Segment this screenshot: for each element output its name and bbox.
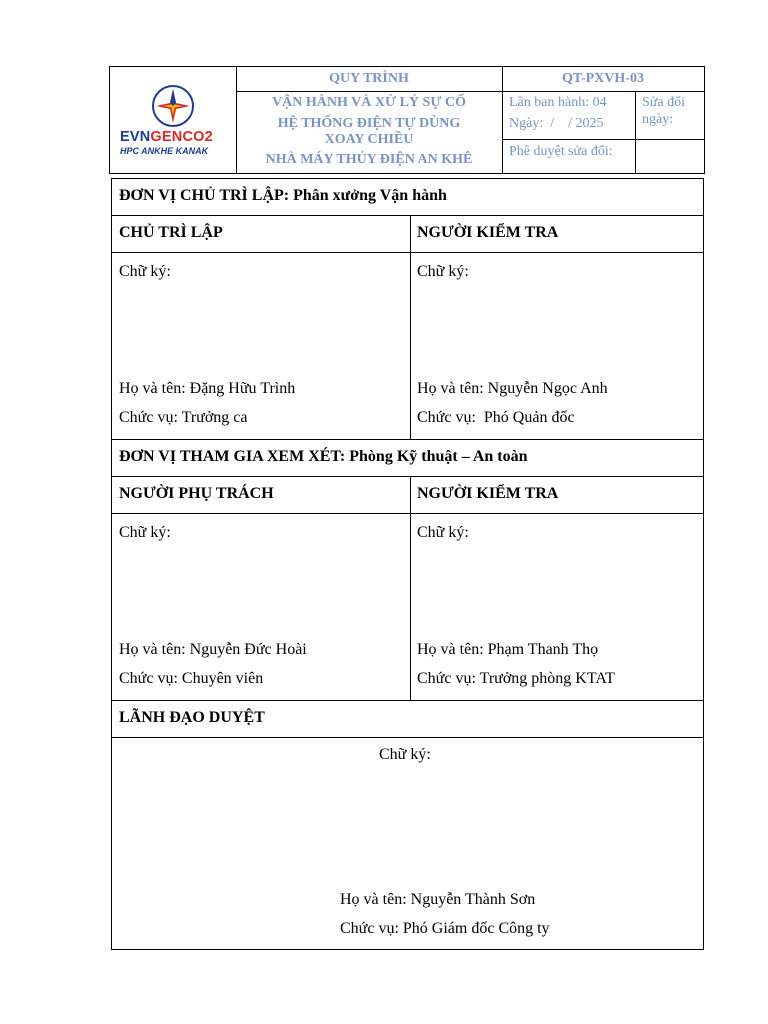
approval-label: LÃNH ĐẠO DUYỆT [119,709,265,726]
lead-right-header: NGƯỜI KIỂM TRA [417,224,559,241]
approval-sign: Chữ ký: [379,746,431,763]
header-info-cell [502,67,704,173]
title-line-4: NHÀ MÁY THỦY ĐIỆN AN KHÊ [265,152,473,167]
logo-subtitle: HPC ANKHE KANAK [120,146,209,156]
review-right-position: Chức vụ: Trưởng phòng KTAT [417,670,615,687]
logo-brand: EVNGENCO2 [120,129,213,145]
approval-signature-area [112,738,703,949]
review-right-header: NGƯỜI KIỂM TRA [417,485,559,502]
review-left-position: Chức vụ: Chuyên viên [119,670,264,687]
title-line-3: XOAY CHIỀU [324,132,414,147]
lead-right-name: Họ và tên: Nguyễn Ngọc Anh [417,380,608,397]
doc-type: QUY TRÌNH [329,71,409,86]
lead-left-position: Chức vụ: Trưởng ca [119,409,248,426]
review-right-sign: Chữ ký: [417,524,469,541]
amend-label-2: ngày: [642,112,674,127]
issue-number: Lần ban hành: 04 [509,95,607,110]
approval-name: Họ và tên: Nguyễn Thành Sơn [340,891,536,908]
amend-label-1: Sửa đổi [642,95,685,110]
lead-unit-label: ĐƠN VỊ CHỦ TRÌ LẬP: Phân xưởng Vận hành [119,187,447,204]
doc-code: QT-PXVH-03 [562,71,644,86]
lead-header-row [112,216,703,253]
title-line-1: VẬN HÀNH VÀ XỬ LÝ SỰ CỐ [272,95,466,110]
review-left-sign: Chữ ký: [119,524,171,541]
lead-left-sign: Chữ ký: [119,263,171,280]
lead-right-position: Chức vụ: Phó Quản đốc [417,409,575,426]
review-left-name: Họ và tên: Nguyễn Đức Hoài [119,641,307,658]
lead-unit-row [112,179,703,216]
logo-cell [110,67,237,173]
review-unit-label: ĐƠN VỊ THAM GIA XEM XÉT: Phòng Kỹ thuật – An toàn [119,448,528,465]
review-left-header: NGƯỜI PHỤ TRÁCH [119,485,274,502]
lead-left-name: Họ và tên: Đặng Hữu Trình [119,380,296,397]
review-unit-row [112,440,703,477]
document-header [109,66,705,174]
lead-signature-row [112,253,703,440]
lead-left-header: CHỦ TRÌ LẬP [119,224,223,241]
issue-date: Ngày: / / 2025 [509,116,604,131]
evn-logo-icon [150,84,196,128]
signature-table [111,178,704,950]
approval-row [112,701,703,738]
title-line-2: HỆ THỐNG ĐIỆN TỰ DÙNG [277,116,461,131]
review-right-name: Họ và tên: Phạm Thanh Thọ [417,641,599,658]
approve-amend: Phê duyệt sửa đổi: [509,144,613,159]
review-header-row [112,477,703,514]
header-title-cell [236,67,503,173]
review-signature-row [112,514,703,701]
approval-position: Chức vụ: Phó Giám đốc Công ty [340,920,550,937]
lead-right-sign: Chữ ký: [417,263,469,280]
